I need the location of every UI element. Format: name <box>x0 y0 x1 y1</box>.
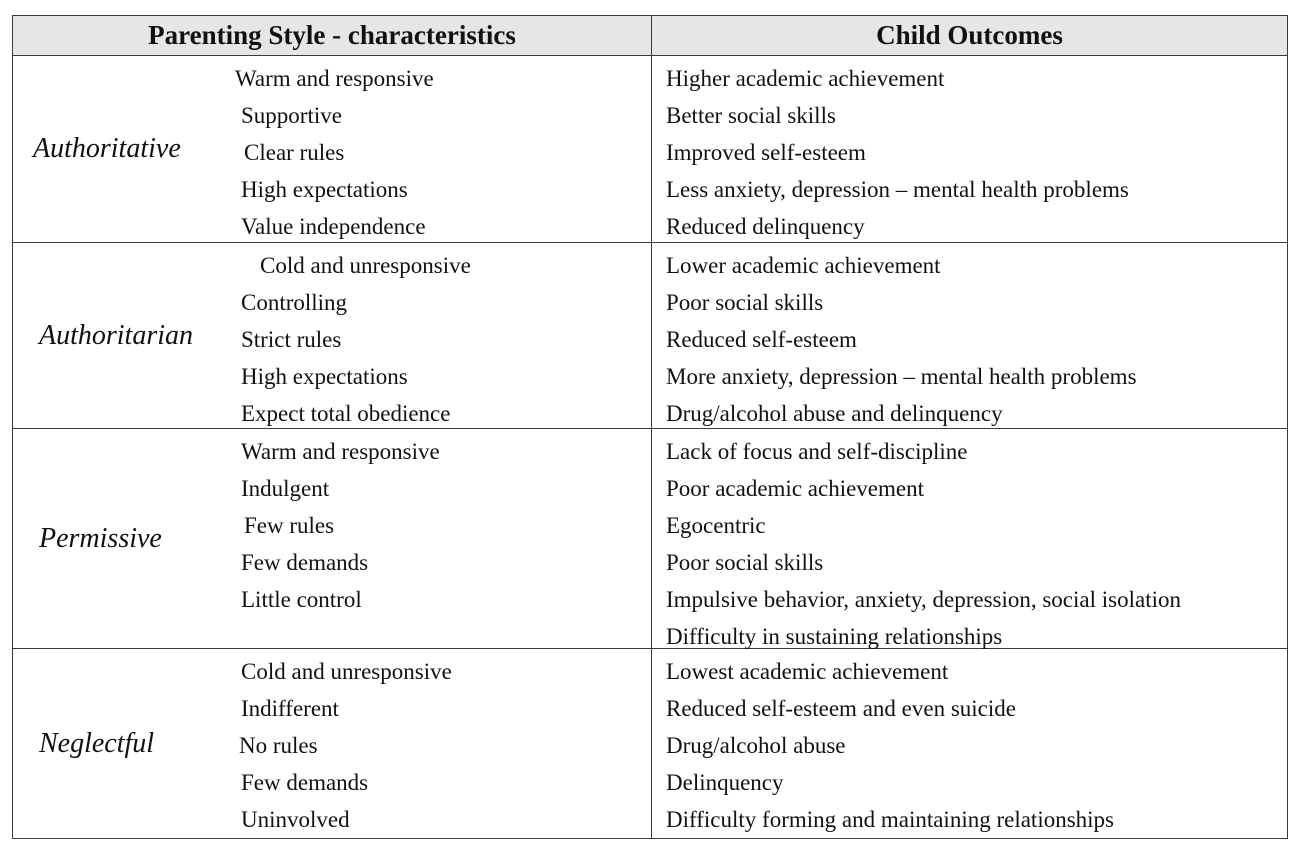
characteristics-cell <box>13 243 652 428</box>
parenting-styles-table <box>12 15 1288 839</box>
style-name: Authoritative <box>33 133 181 164</box>
characteristics-cell <box>13 649 652 838</box>
table-row <box>13 243 1287 429</box>
list-item: Cold and unresponsive <box>241 659 452 684</box>
list-item: Few demands <box>241 550 369 575</box>
characteristics-cell <box>13 429 652 648</box>
list-item: No rules <box>239 733 318 758</box>
list-item: High expectations <box>241 177 408 202</box>
list-item: Drug/alcohol abuse <box>666 733 846 758</box>
list-item: Egocentric <box>666 513 766 538</box>
characteristics-list <box>235 60 434 245</box>
list-item: Better social skills <box>666 103 836 128</box>
list-item: Poor social skills <box>666 550 824 575</box>
list-item: Value independence <box>241 214 426 239</box>
list-item: Impulsive behavior, anxiety, depression, social isolation <box>666 587 1181 612</box>
list-item: Warm and responsive <box>235 66 434 91</box>
style-name: Neglectful <box>39 727 155 759</box>
list-item: Poor academic achievement <box>666 476 924 501</box>
list-item: Drug/alcohol abuse and delinquency <box>666 401 1003 426</box>
list-item: Supportive <box>241 103 342 128</box>
table-row <box>13 56 1287 243</box>
list-item: Warm and responsive <box>241 439 440 464</box>
characteristics-list <box>241 433 440 618</box>
list-item: More anxiety, depression – mental health problems <box>666 364 1137 389</box>
list-item: Difficulty in sustaining relationships <box>666 624 1003 649</box>
list-item: Reduced delinquency <box>666 214 865 239</box>
list-item: Uninvolved <box>241 807 350 832</box>
list-item: Few rules <box>244 513 335 538</box>
characteristics-cell <box>13 56 652 242</box>
list-item: Cold and unresponsive <box>260 253 471 278</box>
characteristics-list <box>241 247 471 432</box>
list-item: Controlling <box>241 290 348 315</box>
header-child-outcomes: Child Outcomes <box>876 20 1063 50</box>
style-name: Permissive <box>39 522 162 554</box>
outcomes-cell <box>652 243 1287 428</box>
list-item: Indifferent <box>241 696 339 721</box>
list-item: Reduced self-esteem and even suicide <box>666 696 1016 721</box>
table-header-row <box>13 16 1287 56</box>
table-row <box>13 429 1287 649</box>
outcomes-list <box>652 56 1287 245</box>
outcomes-cell <box>652 649 1287 838</box>
list-item: Less anxiety, depression – mental health problems <box>666 177 1129 202</box>
list-item: Lowest academic achievement <box>666 659 949 684</box>
list-item: Reduced self-esteem <box>666 327 857 352</box>
list-item: Poor social skills <box>666 290 824 315</box>
list-item: Strict rules <box>241 327 342 352</box>
list-item: Delinquency <box>666 770 784 795</box>
list-item: Improved self-esteem <box>666 140 866 165</box>
list-item: Indulgent <box>241 476 330 501</box>
list-item: Little control <box>241 587 362 612</box>
outcomes-list <box>652 243 1287 432</box>
list-item: Difficulty forming and maintaining relationships <box>666 807 1114 832</box>
list-item: High expectations <box>241 364 408 389</box>
list-item: Higher academic achievement <box>666 66 945 91</box>
table-row <box>13 649 1287 838</box>
list-item: Lack of focus and self-discipline <box>666 439 968 464</box>
style-name: Authoritarian <box>39 319 194 351</box>
outcomes-cell <box>652 429 1287 648</box>
header-parenting-style: Parenting Style - characteristics <box>13 16 652 55</box>
list-item: Clear rules <box>244 140 345 165</box>
list-item: Lower academic achievement <box>666 253 941 278</box>
characteristics-list <box>241 653 452 838</box>
list-item: Few demands <box>241 770 369 795</box>
list-item: Expect total obedience <box>241 401 451 426</box>
outcomes-cell <box>652 56 1287 242</box>
outcomes-list <box>652 649 1287 838</box>
outcomes-list <box>652 429 1287 655</box>
